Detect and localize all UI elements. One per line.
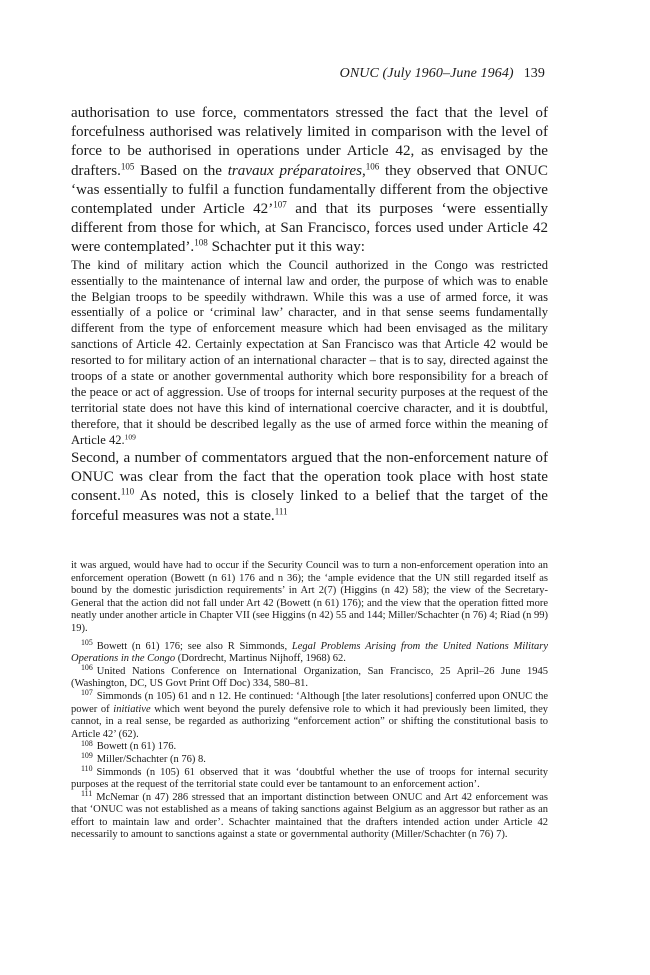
footnote-107 bbox=[71, 688, 548, 741]
note-ref-106: 106 bbox=[365, 161, 380, 172]
running-header bbox=[340, 66, 545, 82]
text-run: Second, a number of commentators argued that the non-enforcement nature of ONUC was clear from the fact that the operation took place with host state consent. bbox=[71, 450, 548, 505]
footnote-number: 110 bbox=[81, 763, 93, 773]
text-run: As noted, this is closely linked to a belief that the target of the forceful measures was not a state. bbox=[71, 488, 548, 524]
text-run: , bbox=[361, 162, 366, 179]
footnote-italic: initiative bbox=[113, 703, 151, 715]
text-run: Schachter put it this way: bbox=[207, 239, 365, 256]
footnote-number: 107 bbox=[81, 688, 93, 698]
footnote-text: which went beyond the purely defensive role to which it had previously been limited, they cannot, in a real sense, be regarded as authorizing “enforcement action” or shifting the constitutional basis to Article 42’ (62). bbox=[71, 703, 548, 740]
footnote-number: 108 bbox=[81, 738, 93, 748]
text-run: authorisation to use force, commentators stressed the fact that the level of forcefulness authorised was relatively limited in comparison with the level of force to be authorised in operations under Article 42, as envisaged by the drafters. bbox=[71, 105, 548, 179]
footnote-continuation: it was argued, would have had to occur if the Security Council was to turn a non-enforcement operation into an enforcement operation (Bowett (n 61) 176 and n 36); the ‘ample evidence that the UN still regarded itself as bound by the domestic jurisdiction requirements’ in Art 2(7) (Higgins (n 42) 58); the view of the Secretary-General that the action did not fall under Art 42 (Bowett (n 61) 176); and the view that the operation fitted more neatly under another article in Chapter VII (see Higgins (n 42) 55 and 144; Miller/Schachter (n 76) 4; Riad (n 99) 19). bbox=[71, 560, 548, 634]
footnote-text: Simmonds (n 105) 61 observed that it was ‘doubtful whether the use of troops for internal security purposes at the request of the territorial state could ever be tantamount to an enforcement action’. bbox=[71, 766, 548, 791]
footnotes bbox=[71, 560, 548, 842]
main-text bbox=[71, 104, 548, 526]
text-run: they observed that ONUC ‘was essentially to fulfil a function fundamentally different from the objective contemplated under Article 42’ bbox=[71, 162, 548, 218]
footnote-text: Bowett (n 61) 176. bbox=[96, 741, 177, 753]
footnote-text: McNemar (n 47) 286 stressed that an important distinction between ONUC and Art 42 enforcement was that ‘ONUC was not established as a means of taking sanctions against Belgium as an aggressor but rather as an effort to maintain law and order’. Schachter maintained that the drafters intended action under Article 42 necessarily to amount to sanctions against a state or governmental authority (Miller/Schachter (n 76) 7). bbox=[71, 791, 548, 841]
paragraph-2 bbox=[71, 449, 548, 526]
footnote-italic: Legal Problems Arising from the United Nations Military Operations in the Congo bbox=[71, 640, 548, 665]
page-number: 139 bbox=[523, 66, 545, 81]
note-ref-109: 109 bbox=[124, 432, 136, 442]
footnote-number: 105 bbox=[81, 638, 93, 648]
italic-term: travaux préparatoires bbox=[227, 162, 362, 179]
footnote-108 bbox=[71, 738, 548, 754]
footnote-text: (Dordrecht, Martinus Nijhoff, 1968) 62. bbox=[175, 653, 346, 665]
note-ref-111: 111 bbox=[274, 506, 288, 517]
block-quote bbox=[71, 258, 548, 449]
footnote-text: United Nations Conference on International Organization, San Francisco, 25 April–26 June 1945 (Washington, DC, US Govt Print Off Doc) 334, 580–81. bbox=[71, 665, 548, 690]
text-run: and that its purposes ‘were essentially different from those for which, at San Francisco, forces used under Article 42 were contemplated’. bbox=[71, 201, 548, 256]
text-run: Based on the bbox=[134, 162, 228, 179]
footnote-106 bbox=[71, 663, 548, 691]
note-ref-108: 108 bbox=[194, 238, 208, 248]
footnote-number: 109 bbox=[81, 751, 93, 761]
footnote-text: Miller/Schachter (n 76) 8. bbox=[96, 753, 206, 765]
footnote-number: 106 bbox=[81, 663, 93, 673]
note-ref-110: 110 bbox=[120, 487, 135, 498]
quote-text: The kind of military action which the Council authorized in the Congo was restricted essentially to the maintenance of internal law and order, the purpose of which was to enable the Belgian troops to be speedily withdrawn. While this was a use of armed force, it was essentially of a police or ‘criminal law’ character, and in that sense seems fundamentally different from the type of enforcement measure which had been envisaged as the military sanctions of Article 42. Certainly expectation at San Francisco was that Article 42 would be resorted to for military action of an international character – that is to say, directed against the troops of a state or another governmental authority which bore responsibility for a breach of the peace or act of aggression. Use of troops for internal security purposes at the request of the territorial state does not have this kind of international coercive character, and it is doubtful, therefore, that it should be described legally as the use of armed force within the meaning of Article 42. bbox=[71, 257, 548, 448]
footnote-110 bbox=[71, 763, 548, 792]
paragraph-1 bbox=[71, 104, 548, 258]
footnote-text: Simmonds (n 105) 61 and n 12. He continued: ‘Although [the later resolutions] conferred upon ONUC the power of bbox=[71, 690, 548, 715]
footnote-111 bbox=[71, 789, 548, 842]
footnote-105 bbox=[71, 638, 548, 666]
footnote-109 bbox=[71, 751, 548, 767]
note-ref-107: 107 bbox=[273, 199, 287, 210]
running-title: ONUC (July 1960–June 1964) bbox=[339, 66, 514, 81]
footnote-number: 111 bbox=[81, 789, 93, 799]
note-ref-105: 105 bbox=[120, 161, 135, 172]
footnote-text: Bowett (n 61) 176; see also R Simmonds, bbox=[96, 640, 292, 652]
